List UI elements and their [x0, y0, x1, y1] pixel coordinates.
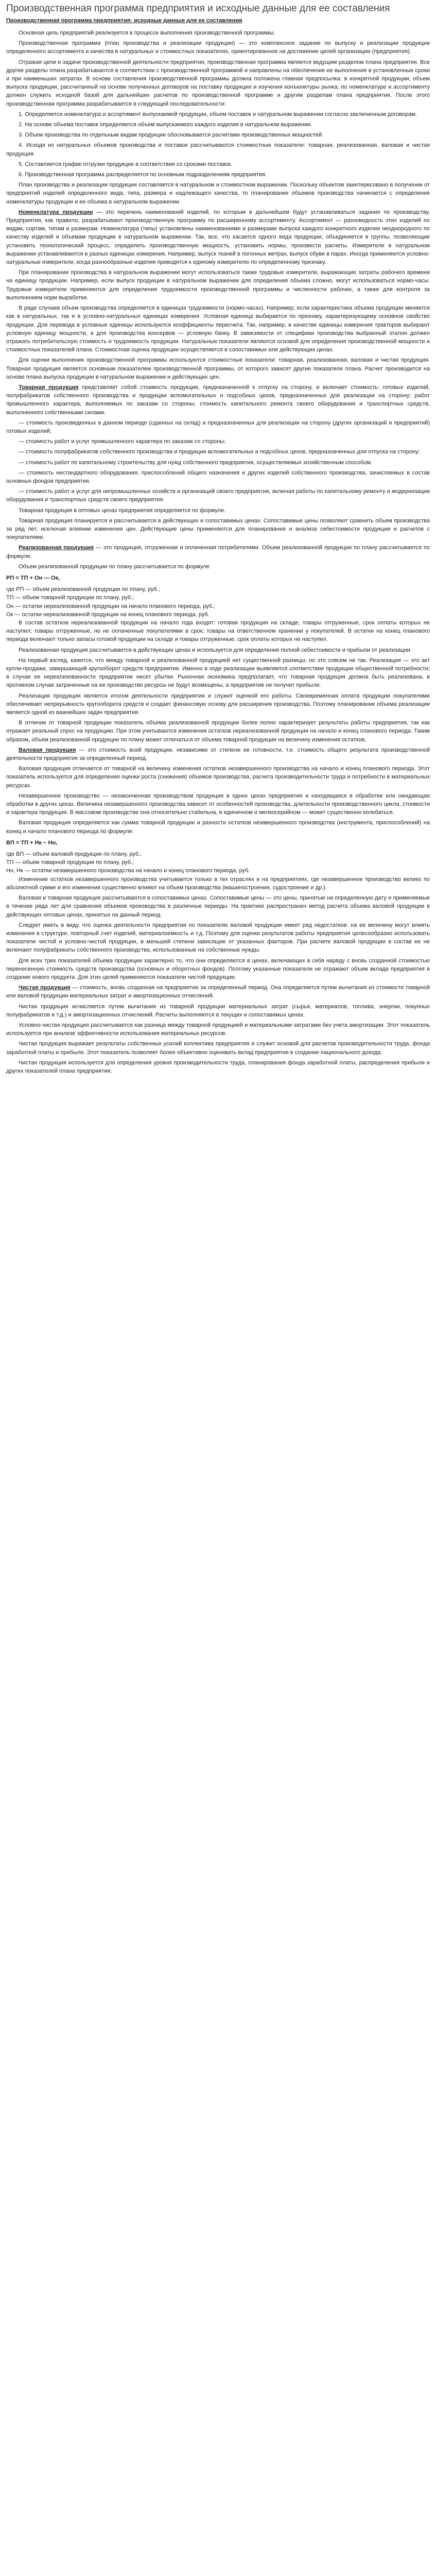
definition-paragraph: Товарная продукция представляет собой стоимость продукции, предназначенной к отпуску на сторону, и включает стоимость: готовых изделий, полуфабрикатов собственного производства и продукции вспомогательных и подсобных цехов, предназначенных для реализации на сторону; работ промышленного характера, выполняемых по заказам со стороны; стоимость капитального ремонта своего оборудования и транспортных средств, выполненного собственными силами. — [6, 384, 430, 416]
paragraph: Условно-чистая продукция рассчитывается как разница между товарной продукцией и материальными затратами без учета амортизации. Этот показатель используется при анализе эффективности использования материальных ресурсов. — [6, 1022, 430, 1037]
paragraph: В состав остатков нереализованной продукции на начало года входят: готовая продукция на складе; товары отгруженные, срок оплаты которых не наступил; товары отгруженные, но не оплаченные покупателями в срок; товары на ответственном хранении у покупателей. В остатки на конец планового периода включают только запасы готовой продукции на складе и товары отгруженные, срок оплаты которых не наступил. — [6, 620, 430, 643]
paragraph: Чистая продукция выражает результаты собственных усилий коллектива предприятия и служит основой для расчетов производительности труда, фонда заработной платы и прибыли. Этот показатель позволяет более объективно оценивать вклад предприятия в создание национального дохода. — [6, 1041, 430, 1056]
paragraph: 4. Исходя из натуральных объемов производства и поставок рассчитываются стоимостные показатели: товарная, реализованная, валовая и чистая продукция. — [6, 142, 430, 157]
paragraph: Производственная программа (план производства и реализации продукции) — это комплексное задание по выпуску и реализации продукции определенного ассортимента и качества в натуральных и стоимостных показателях, ориентированное на достижение целей организации (предприятия). — [6, 40, 430, 55]
paragraph: На первый взгляд, кажется, что между товарной и реализованной продукцией нет существенной разницы, но это совсем не так. Реализация — это акт купли-продажи, завершающий кругооборот средств предприятия. Именно в ходе реализации выявляется соответствие продукции общественной потребности; в случае ее нереализованности предприятие несет убытки. Рыночная экономика предполагает, что товарная продукция должна быть реализована, в противном случае затраченные на ее производство ресурсы не будут возмещены, а предприятие не получит прибыли. — [6, 657, 430, 689]
paragraph: — стоимость полуфабрикатов собственного производства и продукции вспомогательных и подсобных цехов, предназначенных для отпуска на сторону; — [19, 449, 420, 455]
paragraph: — стоимость нестандартного оборудования, приспособлений общего назначения и других изделий собственного производства, зачисляемых в состав основных фондов предприятия. — [6, 469, 430, 484]
formula-legend-line: Нн, Нк — остатки незавершенного производства на начало и конец планового периода, руб. — [6, 868, 250, 874]
formula: ВП = ТП + Нк − Нн, — [6, 839, 58, 846]
paragraph: Изменение остатков незавершенного производства учитывается только в тех отраслях и на предприятиях, где незавершенное производство велико по абсолютной сумме и его изменения существенно влияют на объем производства (машиностроение, судостроение и др.). — [6, 876, 430, 891]
formula-legend-line: Он — остатки нереализованной продукции на начало планового периода, руб.; — [6, 603, 216, 609]
paragraph: Чистая продукция исчисляется путем вычитания из товарной продукции материальных затрат (сырья, материалов, топлива, энергии, покупных полуфабрикатов и т.д.) и амортизационных отчислений. Расчеты выполняются в текущих и сопоставимых ценах. — [6, 1003, 430, 1018]
paragraph: 1. Определяется номенклатура и ассортимент выпускаемой продукции, объем поставок и натуральном выражении согласно заключенным договорам. — [19, 111, 417, 117]
article-body — [6, 29, 430, 1075]
formula-legend-line: ТП — объем товарной продукции по плану, руб.; — [6, 595, 134, 601]
term: Товарная продукция — [19, 384, 79, 391]
paragraph: 2. На основе объема поставок определяется объем выпускаемого каждого изделия в натуральном выражении. — [19, 122, 312, 128]
paragraph: Товарная продукция в оптовых ценах предприятия определяется по формуле. — [19, 507, 226, 514]
definition-paragraph: Реализованная продукция — это продукция, отгруженная и оплаченная потребителями. Объем реализованной продукции по плану рассчитывается по формуле: — [6, 545, 430, 560]
formula-legend-line: Ок — остатки нереализованной продукции на конец планового периода, руб. — [6, 611, 210, 618]
paragraph: 3. Объем производства по отдельным видам продукции обосновывается расчетами производственных мощностей. — [19, 132, 324, 139]
paragraph: Незавершенное производство — незаконченная производством продукция в одних цехах предприятия и находящаяся в обработке или ожидающая обработки в других цехах. Величина незавершенного производства зависит от особенностей производства, длительности производственного цикла, стоимости и характера продукции. В массовом производстве она относительно стабильна, в единичном и мелкосерийном — может существенно колебаться. — [6, 792, 430, 816]
paragraph: В отличие от товарной продукции показатель объема реализованной продукции более полно характеризует результаты работы предприятия, так как отражает реальный спрос на продукцию. При этом учитываются изменения остатков нереализованной продукции на начало и конец планового периода. Таким образом, объем реализованной продукции по плану может отличаться от объема товарной продукции на величину изменения остатков. — [6, 720, 430, 743]
formula-legend-line: где РП — объем реализованной продукции по плану, руб.; — [6, 586, 160, 593]
paragraph: — стоимость работ по капитальному строительству для нужд собственного предприятия, осуществляемых хозяйственным способом. — [19, 459, 373, 466]
formula: РП = ТП + Он — Ок, — [6, 574, 60, 581]
paragraph: План производства и реализации продукции составляется в натуральном и стоимостном выражении. Поскольку объектом заинтересовано в получении от предприятий изделий определенного вида, типа, размера и надлежащего качества, то планирование объемов производства начинается с определения номенклатуры продукции и ее объема в натуральном выражении. — [6, 182, 430, 205]
paragraph: 6. Производственная программа распределяется по основным подразделениям предприятия. — [19, 172, 267, 178]
term: Валовая продукция — [19, 747, 76, 753]
definition-paragraph: Валовая продукция — это стоимость всей продукции, независимо от степени ее готовности, т.е. стоимость общего результата производственной деятельности предприятия за определенный период. — [6, 747, 430, 762]
paragraph: В ряде случаев объем производства определяется в единицах трудоемкости (нормо-часах). Например, если характеристика объема продукции меняется как в натуральных, так и в условно-натуральных единицах измерения. Условная единица выбирается по признаку, характеризующему основное свойство продукции. Для перевода в условные единицы используются коэффициенты пересчета. Так, например, в качестве единицы измерения тракторов выбирают условную единицу мощности, а для производства консервов — условную банку. В зависимости от специфики производства выбранный эталон должен отражать потребительскую стоимость и трудоемкость продукции. Натуральные показатели являются основой для определения производственной мощности и стоимостных показателей плана. Стоимостная оценка продукции осуществляется в сопоставимых или действующих ценах. — [6, 305, 430, 353]
paragraph: Валовая продукция отличается от товарной на величину изменения остатков незавершенного производства на начало и конец планового периода. Этот показатель используется для определения оценки роста (снижения) объемов производства, расчета производительности труда и потребности в материальных ресурсах. — [6, 766, 430, 789]
paragraph: Для оценки выполнения производственной программы используются стоимостные показатели: товарная, реализованная, валовая и чистая продукция. Товарная продукция является основным показателем производственной программы, от которого зависят другие показатели плана. Расчет производится на основе плана выпуска продукции в натуральном выражении и действующих цен. — [6, 357, 430, 380]
paragraph: Товарная продукция планируется и рассчитывается в действующих и сопоставимых ценах. Сопоставимые цены позволяют сравнить объем производства за ряд лет, исключая влияние изменения цен. Действующие цены применяются для планирования и анализа себестоимости продукции и расчетов с покупателями. — [6, 517, 430, 541]
paragraph: 5. Составляется график отгрузки продукции в соответствии со сроками поставок. — [19, 161, 233, 167]
definition-paragraph: Чистая продукция — стоимость, вновь созданная на предприятии за определенный период. Она определяется путем вычитания из стоимости товарной или валовой продукции материальных затрат и амортизационных отчислений. — [6, 985, 430, 999]
paragraph: — стоимость работ и услуг для непромышленных хозяйств и организаций своего предприятия, включая работы по капитальному ремонту и модернизации оборудования и транспортных средств своего предприятия. — [6, 488, 430, 503]
paragraph: Чистая продукция используется для определения уровня производительности труда, планирования фонда заработной платы, распределения прибыли и других показателей плана предприятия. — [6, 1059, 430, 1074]
page-title: Производственная программа предприятия и исходные данные для ее составления — [6, 3, 390, 14]
paragraph: Реализованная продукция рассчитывается в действующих ценах и используется для определения полной себестоимости и прибыли от реализации. — [19, 647, 412, 653]
term: Номенклатура продукции — [19, 209, 93, 215]
definition-paragraph: Номенклатура продукции — это перечень наименований изделий, по которым в дальнейшем будут устанавливаться задания по производству. Предприятия, как правило, разрабатывают производственную программу по расширенному ассортименту. Ассортимент — разновидность этих изделий по видам, сортам, типам и размерам. Номенклатура (типы) установлены наименованиями и размерами выпуска каждого конкретного изделия неоднородного по качеству изделий и объемам продукции в натуральном выражении. Так, все, что касается одного вида продукции, объединяется в группы, позволяющие установить технологический процесс, определить производственную мощность, установить нормы, произвести расчеты. Измерители в натуральном выражении устанавливаются в разных единицах измерения. Например, выпуск тканей в погонных метрах, выпуск обуви в парах. Иногда применяются условно-натуральные измерители, когда разнообразные изделия приводятся к единому измерителю по определенному признаку. — [6, 209, 430, 266]
page-subtitle: Производственная программа предприятия: исходные данные для ее составления — [6, 18, 242, 24]
paragraph: — стоимость работ и услуг промышленного характера по заказам со стороны; — [19, 438, 226, 445]
paragraph: Объем реализованной продукции по плану рассчитывается по формуле — [19, 563, 210, 570]
term: Чистая продукция — [19, 985, 71, 991]
paragraph: Реализация продукции является итогом деятельности предприятия и служит оценкой его работы. Своевременная оплата продукции покупателями обеспечивает непрерывность кругооборота средств и создает финансовую основу для расширения производства. Поэтому планирование объема реализации является одной из важнейших задач предприятия. — [6, 692, 430, 716]
paragraph: Следует иметь в виду, что оценка деятельности предприятия по показателю валовой продукции имеет ряд недостатков: на ее величину могут влиять изменения в структуре, повторный счет изделий, материалоемкость и т.д. Поэтому для оценки результатов работы предприятия целесообразно использовать показатели чистой и условно-чистой продукции, в меньшей степени зависящие от указанных факторов. При расчете валовой продукции в состав ее не включают полуфабрикаты собственного производства, использованные на собственные нужды. — [6, 922, 430, 954]
paragraph: Основная цель предприятий реализуется в процессе выполнения производственной программы. — [19, 30, 275, 36]
paragraph: Отражая цели и задачи производственной деятельности предприятия, производственная программа является ведущим разделом плана предприятия. Все другие разделы плана разрабатываются в соответствии с производственной программой и направлены на обеспечение ее выполнения в установленные сроки и при наименьших затратах. В основе составления производственной программы должна положена главная предпосылка: в конкретной продукции, объем выпуска продукции, рассчитанный на основе полученных договоров на поставку продукции и изучения конъюнктуры рынка, по номенклатуре и ассортименту должен служить исходной базой для дальнейших расчетов по производственной программе и другим разделам плана предприятия. После этого производственная программа разрабатывается в следующей последовательности: — [6, 59, 430, 107]
formula-legend-line: ТП — объем товарной продукции по плану, руб.; — [6, 859, 134, 866]
document-page — [0, 0, 436, 1075]
term: Реализованная продукция — [19, 545, 94, 551]
paragraph: При планировании производства в натуральном выражении могут использоваться также трудовые измерители, выражающие затраты рабочего времени на единицу продукции. Например, если выпуск продукции в натуральном выражении для определения объема сложно, могут использоваться нормо-часы. Трудовые измерители применяются для определения трудоемкости производственной программы и численности рабочих, а также для контроля за выполнением норм выработки. — [6, 269, 430, 301]
paragraph: Валовая продукция определяется как сумма товарной продукции и разности остатков незавершенного производства (инструмента, приспособлений) на конец и начало планового периода по формуле: — [6, 820, 430, 835]
paragraph: Для всех трех показателей объема продукции характерно то, что они определяются в ценах, включающих в себя наряду с вновь созданной стоимостью перенесенную стоимость средств производства (основных и оборотных фондов). Поэтому указанные показатели не отражают объем вклада предприятия в создание нового продукта. Для этих целей применяются показатели чистой продукции. — [6, 957, 430, 980]
paragraph: Валовая и товарная продукция рассчитываются в сопоставимых ценах. Сопоставимые цены — это цены, принятые на определенную дату и применяемые в течение ряда лет для сравнения объемов производства в различные периоды. На практике распространен метод расчета объема валовой продукции в действующих оптовых ценах, принятых на данный период. — [6, 895, 430, 918]
paragraph: — стоимость произведенных в данном периоде (сданных на склад) и предназначенных для реализации на сторону (других организаций и предприятий) готовых изделий; — [6, 419, 430, 434]
formula-legend-line: где ВП — объем валовой продукции по плану, руб.; — [6, 851, 142, 858]
